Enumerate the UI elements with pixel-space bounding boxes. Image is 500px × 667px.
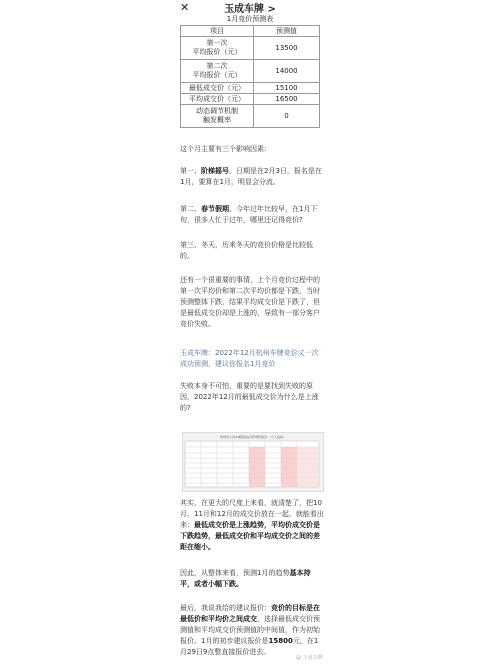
close-icon[interactable]: ✕ — [180, 1, 190, 14]
trend-conclusion: 最低成交价是上涨趋势，平均价成交价是下跌趋势，最低成交价和平均成交价之间的差距在缩小。 — [180, 521, 320, 551]
advice-prefix: 最后，我说我给的建议报价： — [180, 604, 271, 612]
forecast-text: 因此，从整体来看，预测1月的趋势 — [180, 569, 290, 577]
factor-2-text: 。今年过年比较早，在1月下旬，很多人忙于过年，哪里还记得竞价? — [180, 205, 318, 224]
question-paragraph: 失败本身不可怕，重要的是要找到失败的原因，2022年12月的最低成交价为什么是上涨的? — [180, 382, 319, 412]
table-row-value: 0 — [254, 105, 320, 128]
table-header-value: 预测值 — [254, 26, 320, 37]
table-row-label: 第一次 平均报价（元） — [181, 37, 254, 60]
image-title: 杭州市小客车增量指标竞价情况统计（个人指标） — [219, 435, 286, 439]
factor-2-prefix: 第二、 — [180, 205, 201, 213]
failure-context-paragraph: 还有一个很重要的事情，上个月竞价过程中的第一次平均价和第二次平均价都是下跌，当时预测整体下跌，结果平均成交价是下跌了，但是最低成交价却是上涨的，导致有一部分客户竞价失败。 — [180, 276, 320, 328]
table-row-label: 动态调节机制 触发概率 — [181, 105, 254, 128]
price-statistics-image[interactable] — [182, 432, 324, 492]
intro-paragraph: 这个月主要有三个影响因素: — [180, 145, 267, 153]
table-caption: 1月竞价预测表 — [226, 15, 274, 23]
table-row-label: 平均成交价（元） — [181, 94, 254, 105]
forecast-table — [180, 25, 320, 128]
related-article-link[interactable]: 玉成车牌：2022年12月杭州车牌竞价又一次成功预测，建议你报名1月竞价 — [180, 349, 319, 368]
factor-3-paragraph: 第三、冬天，历来冬天的竞价价格是比较低的。 — [180, 241, 313, 260]
table-row-value: 13500 — [254, 37, 320, 60]
factor-1-text: 。日期是在2月3日，报名是在1月，要算在1月，明显会分流。 — [180, 167, 322, 186]
table-row-value: 14000 — [254, 60, 320, 83]
advice-goal: 竞价的目标是在最低价和平均价之间成交 — [180, 604, 320, 623]
factor-2-keyword: 春节假期 — [201, 205, 229, 213]
advice-end: 元，在1月29日9点整直接报价进去。 — [180, 637, 319, 656]
table-row-value: 15100 — [254, 83, 320, 94]
advice-text: ，选择最低成交价预测值和平均成交价预测值的中间值，作为初始报价。1月的初步建议报价是 — [180, 615, 320, 645]
table-row-value: 16500 — [254, 94, 320, 105]
account-title[interactable]: 玉成车牌 > — [224, 3, 276, 15]
advice-paragraph — [180, 603, 324, 658]
factor-1-keyword: 阶梯摇号 — [201, 167, 229, 175]
advice-price: 15800 — [268, 637, 293, 645]
factor-2-paragraph — [180, 204, 324, 226]
table-row-label: 第二次 平均报价（元） — [181, 60, 254, 83]
header-bar — [0, 0, 500, 14]
trend-paragraph — [180, 498, 324, 553]
statistics-table-graphic — [183, 439, 321, 489]
watermark: @ 玉成车牌 — [296, 655, 323, 661]
table-row-label: 最低成交价（元） — [181, 83, 254, 94]
forecast-table-section — [180, 14, 320, 128]
forecast-conclusion: 基本持平，或者小幅下跌。 — [180, 569, 311, 588]
factor-1-prefix: 第一、 — [180, 167, 201, 175]
table-header-item: 项目 — [181, 26, 254, 37]
trend-text: 其实，在更大的尺度上来看，就清楚了，把10月、11月和12月的成交价放在一起，就能看出来： — [180, 499, 324, 529]
factor-1-paragraph — [180, 166, 324, 188]
forecast-paragraph — [180, 568, 324, 590]
